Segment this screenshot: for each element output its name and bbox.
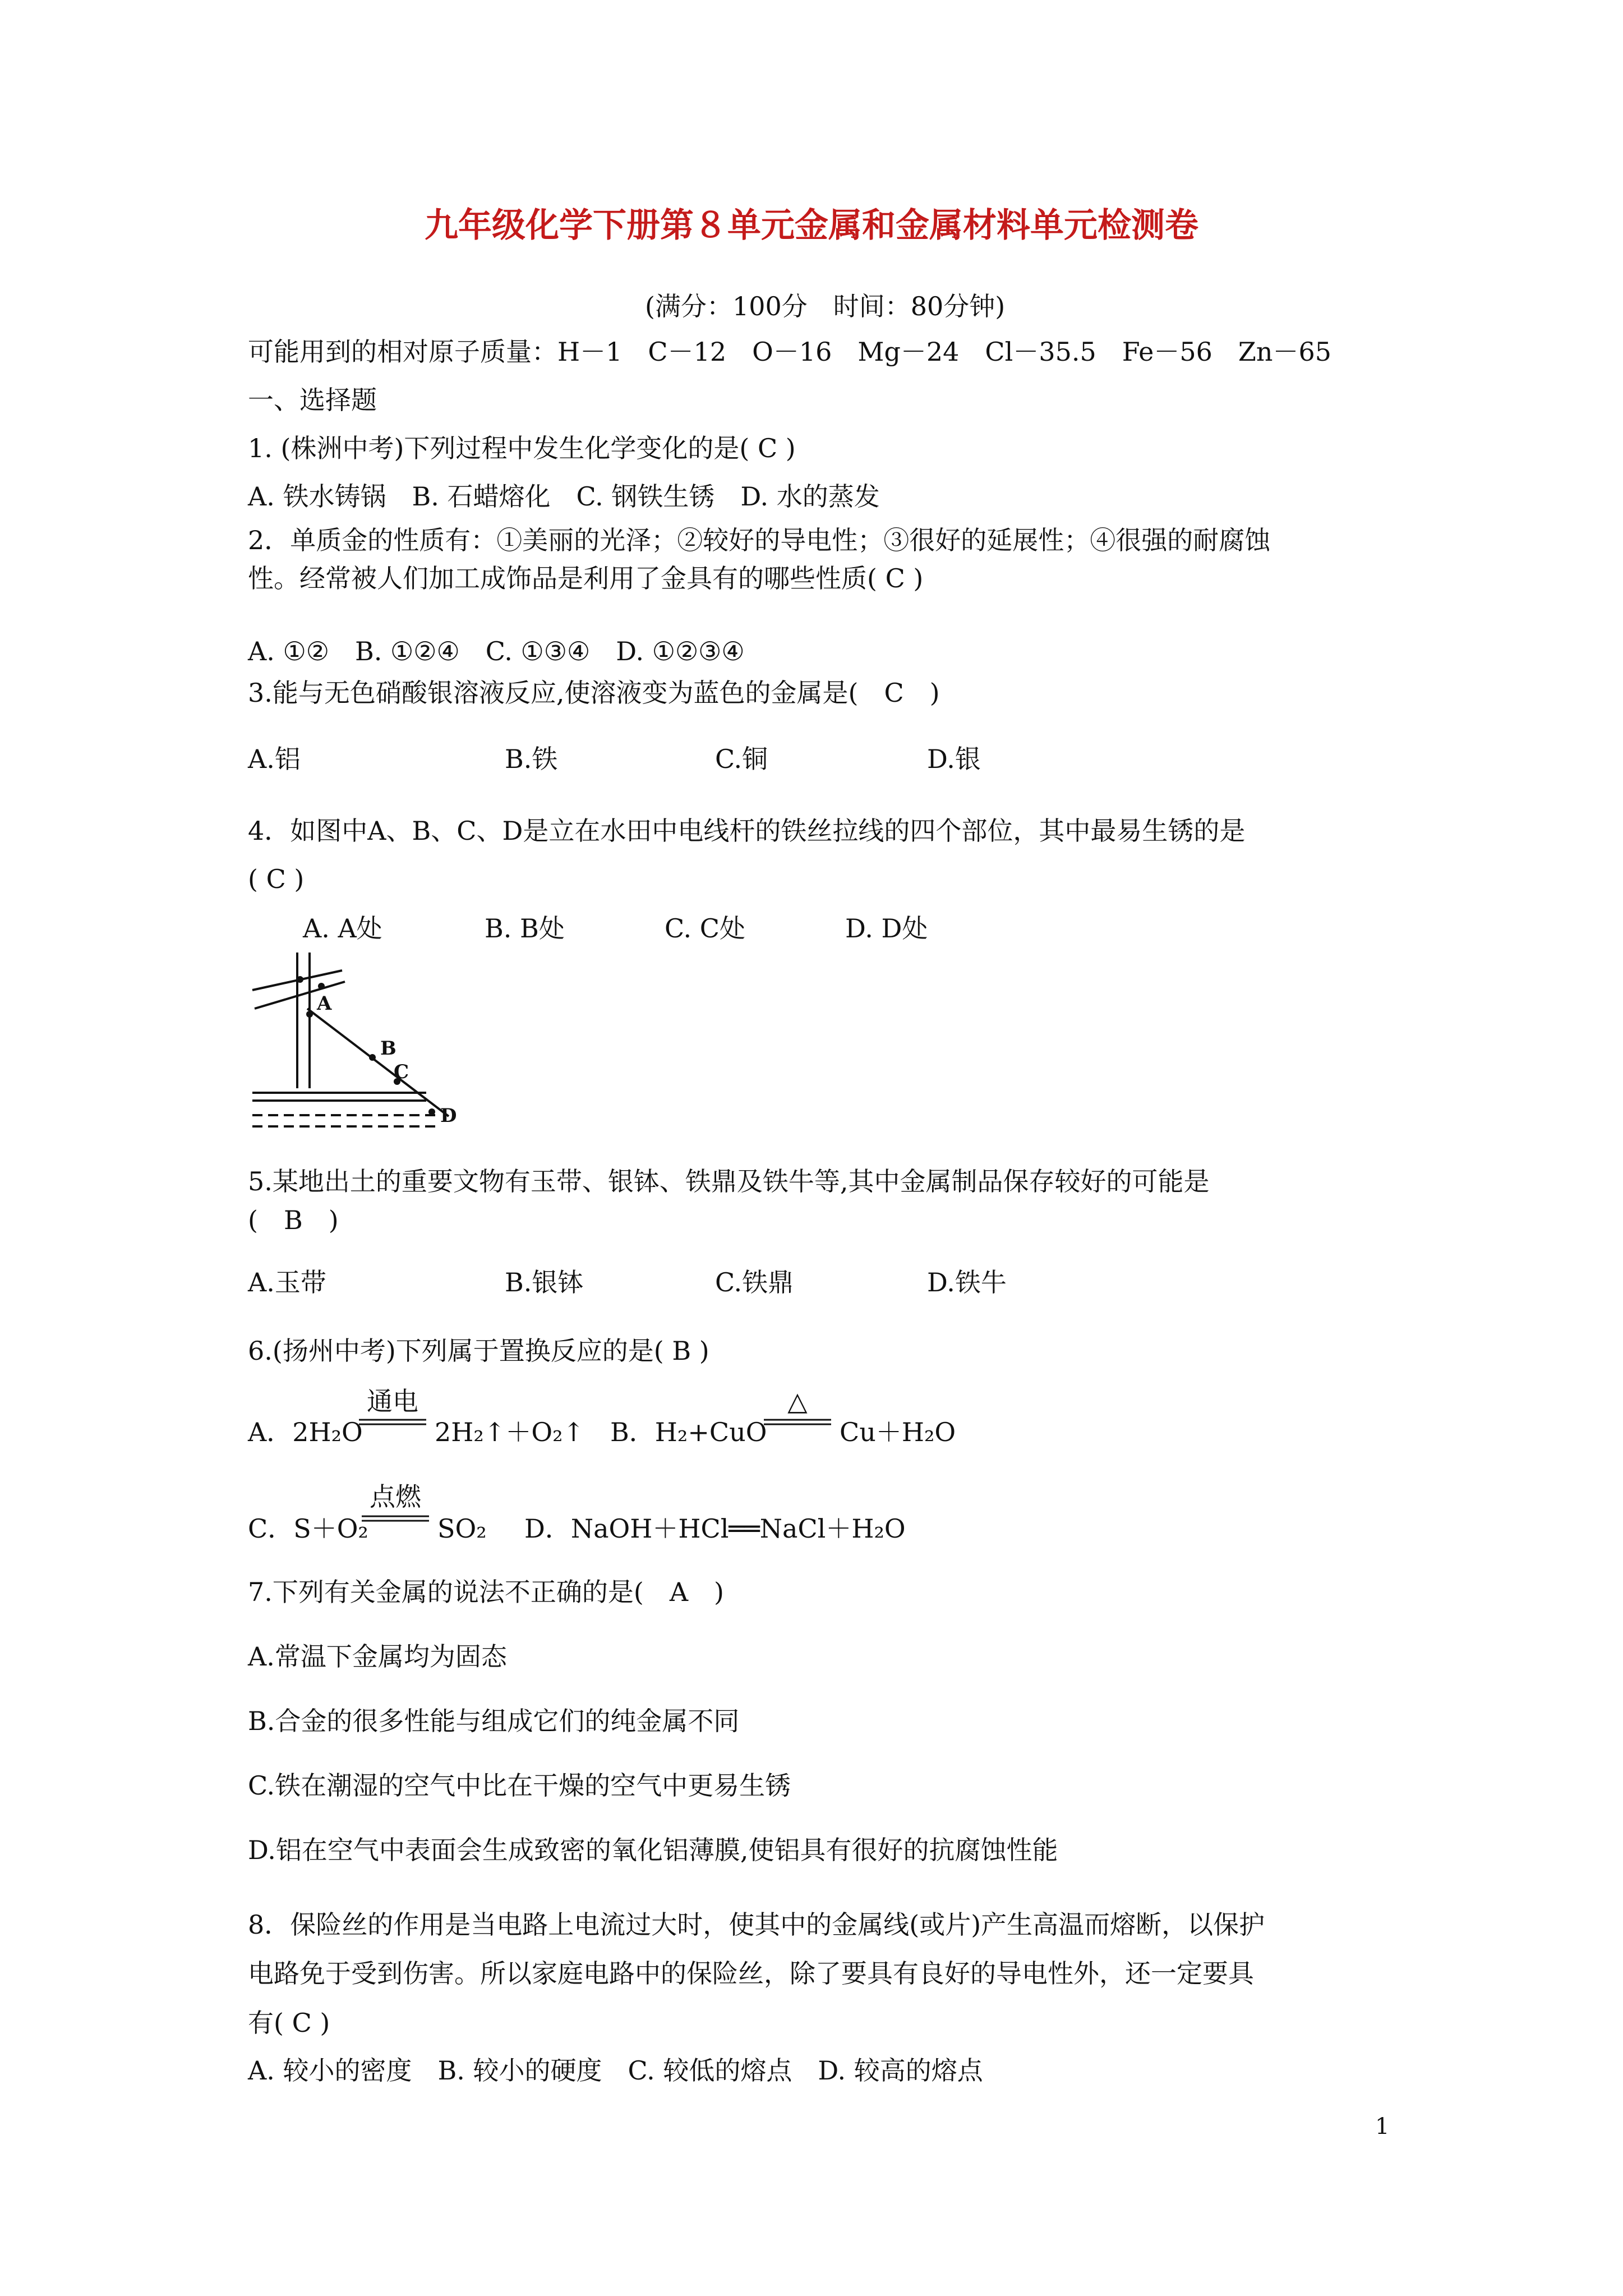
equals-bar-b <box>764 1418 831 1426</box>
question-3-option-d: D.银 <box>927 744 981 774</box>
question-6-option-d: D．NaOH＋HCl══NaCl＋H₂O <box>524 1513 906 1544</box>
equals-bar-a <box>359 1418 426 1426</box>
question-8-options: A. 较小的密度 B. 较小的硬度 C. 较低的熔点 D. 较高的熔点 <box>248 2055 983 2086</box>
exam-info: (满分：100分 时间：80分钟) <box>645 291 1006 321</box>
question-6-option-a-reactants: A．2H₂O <box>248 1417 363 1447</box>
question-3-option-b: B.铁 <box>505 744 558 774</box>
question-6-option-b-products: Cu＋H₂O <box>840 1417 956 1447</box>
figure-label-a: A <box>317 992 332 1015</box>
question-3-option-c: C.铜 <box>715 744 768 774</box>
question-7-option-d: D.铝在空气中表面会生成致密的氧化铝薄膜,使铝具有很好的抗腐蚀性能 <box>248 1835 1058 1865</box>
question-5-stem-line2: ( B ) <box>248 1205 339 1235</box>
question-8-stem-line2: 电路免于受到伤害。所以家庭电路中的保险丝，除了要具有良好的导电性外，还一定要具 <box>248 1958 1254 1989</box>
question-6-option-b-condition: △ <box>787 1386 808 1416</box>
question-4-stem-line1: 4．如图中A、B、C、D是立在水田中电线杆的铁丝拉线的四个部位，其中最易生锈的是 <box>248 816 1246 846</box>
question-7-option-a: A.常温下金属均为固态 <box>248 1641 507 1672</box>
question-6-option-c-products: SO₂ <box>437 1513 487 1544</box>
question-4-option-b: B. B处 <box>485 913 565 944</box>
question-5-stem-line1: 5.某地出土的重要文物有玉带、银钵、铁鼎及铁牛等,其中金属制品保存较好的可能是 <box>248 1166 1210 1197</box>
utility-pole-figure <box>247 948 460 1139</box>
question-6-option-a-products: 2H₂↑＋O₂↑ <box>435 1417 585 1447</box>
point-dot-b <box>369 1054 376 1061</box>
question-4-option-c: C. C处 <box>665 913 745 944</box>
question-5-option-d: D.铁牛 <box>927 1267 1007 1297</box>
question-6-option-b-reactants: B．H₂+CuO <box>610 1417 767 1447</box>
point-dot-d <box>428 1108 435 1115</box>
atomic-masses: 可能用到的相对原子质量：H－1 C－12 O－16 Mg－24 Cl－35.5 Fe－56 Zn－65 <box>248 337 1332 367</box>
question-4-stem-line2: ( C ) <box>248 864 305 894</box>
page-number: 1 <box>1375 2114 1390 2139</box>
question-7-option-c: C.铁在潮湿的空气中比在干燥的空气中更易生锈 <box>248 1770 791 1801</box>
point-dot-top <box>297 976 303 983</box>
question-6-option-c-reactants: C．S＋O₂ <box>248 1513 368 1544</box>
question-1-stem: 1. (株洲中考)下列过程中发生化学变化的是( C ) <box>248 433 796 463</box>
question-2-stem-line2: 性。经常被人们加工成饰品是利用了金具有的哪些性质( C ) <box>248 563 924 593</box>
question-5-option-c: C.铁鼎 <box>715 1267 794 1297</box>
point-dot-a <box>306 1011 313 1018</box>
figure-label-d: D <box>440 1105 457 1127</box>
question-6-option-c-condition: 点燃 <box>370 1481 421 1512</box>
question-5-option-a: A.玉带 <box>248 1267 326 1297</box>
point-dot-wire <box>318 983 325 990</box>
equals-bar-c <box>362 1515 429 1522</box>
question-2-stem-line1: 2．单质金的性质有：①美丽的光泽；②较好的导电性；③很好的延展性；④很强的耐腐蚀 <box>248 525 1271 555</box>
figure-label-b: B <box>380 1037 396 1060</box>
page-title: 九年级化学下册第８单元金属和金属材料单元检测卷 <box>425 206 1198 245</box>
question-7-option-b: B.合金的很多性能与组成它们的纯金属不同 <box>248 1706 740 1736</box>
question-5-option-b: B.银钵 <box>505 1267 584 1297</box>
question-4-option-d: D. D处 <box>845 913 928 944</box>
question-7-stem: 7.下列有关金属的说法不正确的是( A ) <box>248 1577 725 1607</box>
question-8-stem-line3: 有( C ) <box>248 2008 330 2038</box>
figure-label-c: C <box>394 1061 409 1083</box>
question-2-options: A. ①② B. ①②④ C. ①③④ D. ①②③④ <box>248 636 745 666</box>
question-3-stem: 3.能与无色硝酸银溶液反应,使溶液变为蓝色的金属是( C ) <box>248 678 940 708</box>
question-6-option-a-condition: 通电 <box>367 1386 418 1416</box>
question-6-stem: 6.(扬州中考)下列属于置换反应的是( B ) <box>248 1336 709 1366</box>
question-1-options: A. 铁水铸锅 B. 石蜡熔化 C. 钢铁生锈 D. 水的蒸发 <box>248 481 880 512</box>
section-heading: 一、选择题 <box>248 385 377 415</box>
question-8-stem-line1: 8．保险丝的作用是当电路上电流过大时，使其中的金属线(或片)产生高温而熔断，以保护 <box>248 1910 1265 1940</box>
question-4-option-a: A. A处 <box>303 913 382 944</box>
question-3-option-a: A.铝 <box>248 744 301 774</box>
